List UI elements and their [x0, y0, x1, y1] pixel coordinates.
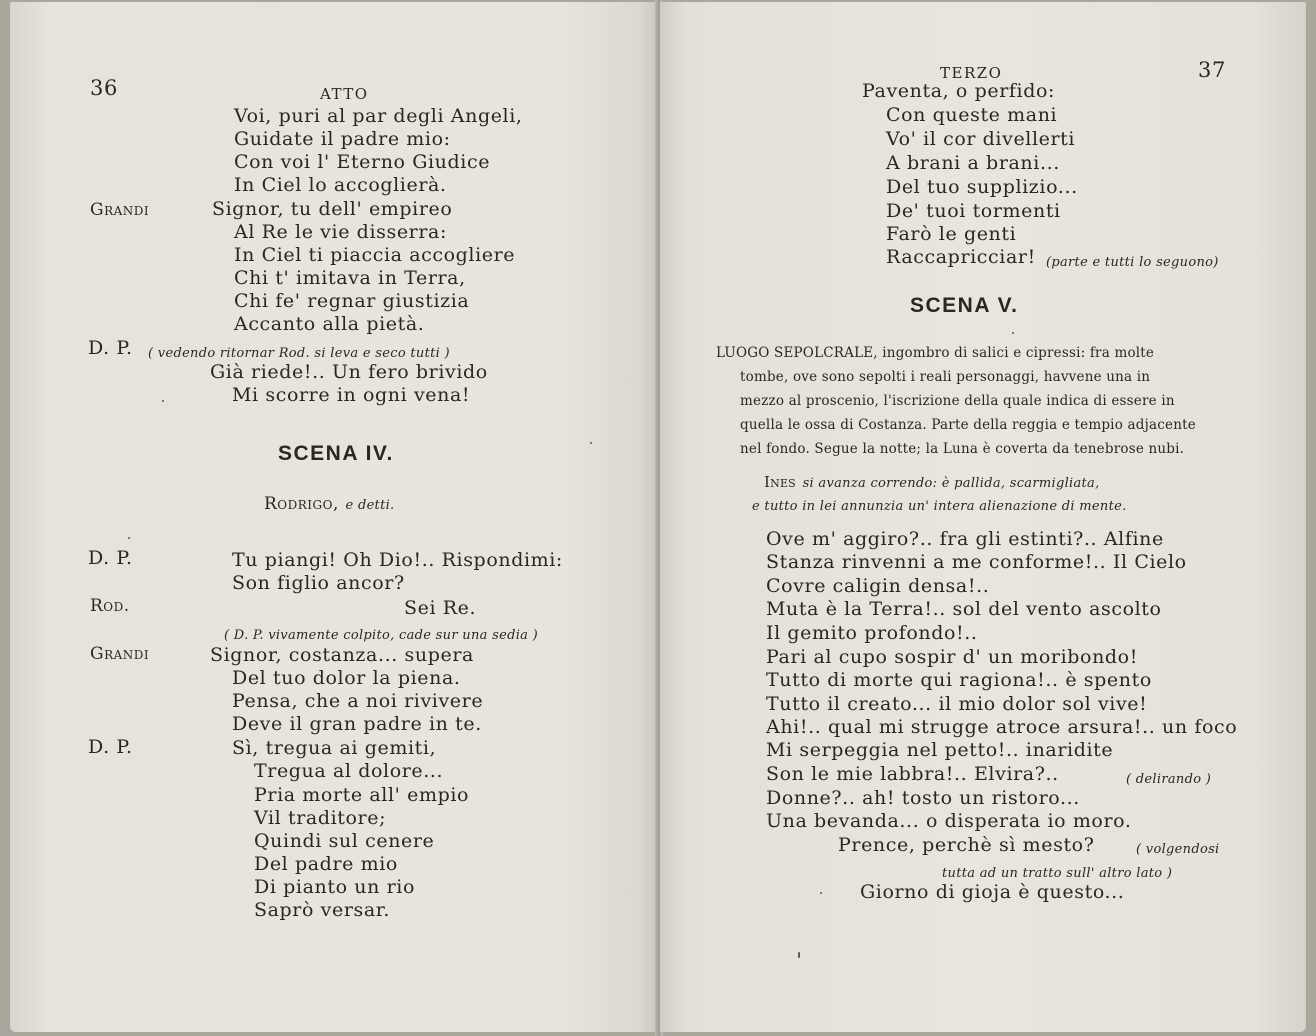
stage-direction: (parte e tutti lo seguono) [1046, 255, 1219, 270]
verse-line: A brani a brani... [886, 152, 1060, 174]
verse-line: Giorno di gioja è questo... [860, 881, 1125, 903]
running-head-left: ATTO [320, 85, 369, 103]
paper-speck [820, 892, 822, 894]
verse-line: Del tuo dolor la piena. [232, 667, 461, 689]
verse-line: Donne?.. ah! tosto un ristoro... [766, 787, 1080, 809]
verse-line: Tutto il creato... il mio dolor sol vive! [766, 693, 1148, 715]
verse-line: Farò le genti [886, 223, 1017, 245]
page-number-right: 37 [1198, 58, 1226, 82]
setting-description: mezzo al proscenio, l'iscrizione della quale indica di essere in [740, 393, 1175, 409]
verse-line: Del tuo supplizio... [886, 176, 1078, 198]
character-rest: e detti. [345, 498, 395, 513]
verse-line: Sì, tregua ai gemiti, [232, 737, 437, 759]
character-entry [764, 470, 1100, 495]
character-description: si avanza correndo: è pallida, scarmigliata, [802, 476, 1100, 491]
verse-line: Raccapricciar! [886, 246, 1036, 268]
verse-line: Paventa, o perfido: [862, 80, 1055, 102]
paper-speck [128, 537, 130, 539]
scene-heading: SCENA V. [910, 294, 1019, 317]
verse-line: Accanto alla pietà. [234, 313, 425, 335]
verse-line: Guidate il padre mio: [234, 128, 451, 150]
stage-direction: ( D. P. vivamente colpito, cade sur una sedia ) [224, 628, 539, 643]
character-description: e tutto in lei annunzia un' intera alienazione di mente. [752, 499, 1127, 514]
verse-line: Il gemito profondo!.. [766, 622, 978, 644]
verse-line: Chi t' imitava in Terra, [234, 267, 466, 289]
paper-speck [798, 952, 800, 958]
verse-line: Di pianto un rio [254, 876, 415, 898]
verse-line: Prence, perchè sì mesto? [838, 834, 1095, 856]
stage-direction: ( delirando ) [1126, 772, 1212, 787]
verse-line: Voi, puri al par degli Angeli, [234, 105, 523, 127]
verse-line: Mi serpeggia nel petto!.. inaridite [766, 739, 1114, 761]
verse-line: Ove m' aggiro?.. fra gli estinti?.. Alfine [766, 528, 1164, 550]
verse-line: Chi fe' regnar giustizia [234, 290, 470, 312]
verse-line: Quindi sul cenere [254, 830, 435, 852]
verse-line: Vil traditore; [254, 807, 387, 829]
speaker-label: D. P. [88, 736, 133, 758]
verse-line: Ahi!.. qual mi strugge atroce arsura!.. un foco [766, 716, 1238, 738]
verse-line: Muta è la Terra!.. sol del vento ascolto [766, 598, 1162, 620]
verse-line: Al Re le vie disserra: [234, 221, 447, 243]
character-name: Rodrigo, [264, 494, 339, 514]
verse-line: Sei Re. [404, 597, 477, 619]
paper-speck [1012, 332, 1014, 334]
verse-line: Del padre mio [254, 853, 398, 875]
verse-line: De' tuoi tormenti [886, 200, 1061, 222]
page-number-left: 36 [90, 76, 118, 100]
scene-characters [264, 492, 395, 517]
verse-line: Signor, tu dell' empireo [212, 198, 453, 220]
setting-description: quella le ossa di Costanza. Parte della reggia e tempio adjacente [740, 417, 1196, 433]
setting-description: tombe, ove sono sepolti i reali personaggi, havvene una in [740, 369, 1151, 385]
verse-line: Una bevanda... o disperata io moro. [766, 810, 1132, 832]
verse-line: Mi scorre in ogni vena! [232, 384, 471, 406]
verse-line: Pensa, che a noi rivivere [232, 690, 484, 712]
stage-direction: tutta ad un tratto sull' altro lato ) [942, 866, 1173, 881]
setting-description: nel fondo. Segue la notte; la Luna è coverta da tenebrose nubi. [740, 441, 1185, 457]
right-page [660, 2, 1306, 1032]
verse-line: Son le mie labbra!.. Elvira?.. [766, 763, 1059, 785]
stage-direction: ( volgendosi [1136, 842, 1220, 857]
speaker-label: D. P. [88, 547, 133, 569]
verse-line: Con voi l' Eterno Giudice [234, 151, 491, 173]
verse-line: In Ciel ti piaccia accogliere [234, 244, 516, 266]
verse-line: Saprò versar. [254, 899, 391, 921]
verse-line: Tutto di morte qui ragiona!.. è spento [766, 669, 1152, 691]
stage-direction: ( vedendo ritornar Rod. si leva e seco tutti ) [148, 346, 450, 361]
verse-line: Stanza rinvenni a me conforme!.. Il Cielo [766, 551, 1187, 573]
verse-line: Vo' il cor divellerti [886, 128, 1076, 150]
verse-line: Già riede!.. Un fero brivido [210, 361, 488, 383]
verse-line: Tregua al dolore... [254, 760, 444, 782]
speaker-label: D. P. [88, 337, 133, 359]
speaker-label: Rod. [90, 596, 130, 616]
left-page [10, 2, 658, 1032]
scene-heading: SCENA IV. [278, 442, 394, 465]
paper-speck [162, 400, 164, 402]
speaker-label: Grandi [90, 644, 150, 664]
verse-line: In Ciel lo accoglierà. [234, 174, 447, 196]
verse-line: Signor, costanza... supera [210, 644, 474, 666]
verse-line: Tu piangi! Oh Dio!.. Rispondimi: [232, 549, 563, 571]
running-head-right: TERZO [940, 64, 1003, 82]
verse-line: Pari al cupo sospir d' un moribondo! [766, 646, 1138, 668]
setting-description: LUOGO SEPOLCRALE, ingombro di salici e cipressi: fra molte [716, 345, 1155, 361]
verse-line: Deve il gran padre in te. [232, 713, 482, 735]
paper-speck [590, 442, 592, 444]
verse-line: Con queste mani [886, 104, 1058, 126]
verse-line: Son figlio ancor? [232, 572, 405, 594]
character-name: Ines [764, 473, 796, 491]
verse-line: Covre caligin densa!.. [766, 575, 990, 597]
verse-line: Pria morte all' empio [254, 784, 470, 806]
speaker-label: Grandi [90, 200, 150, 220]
